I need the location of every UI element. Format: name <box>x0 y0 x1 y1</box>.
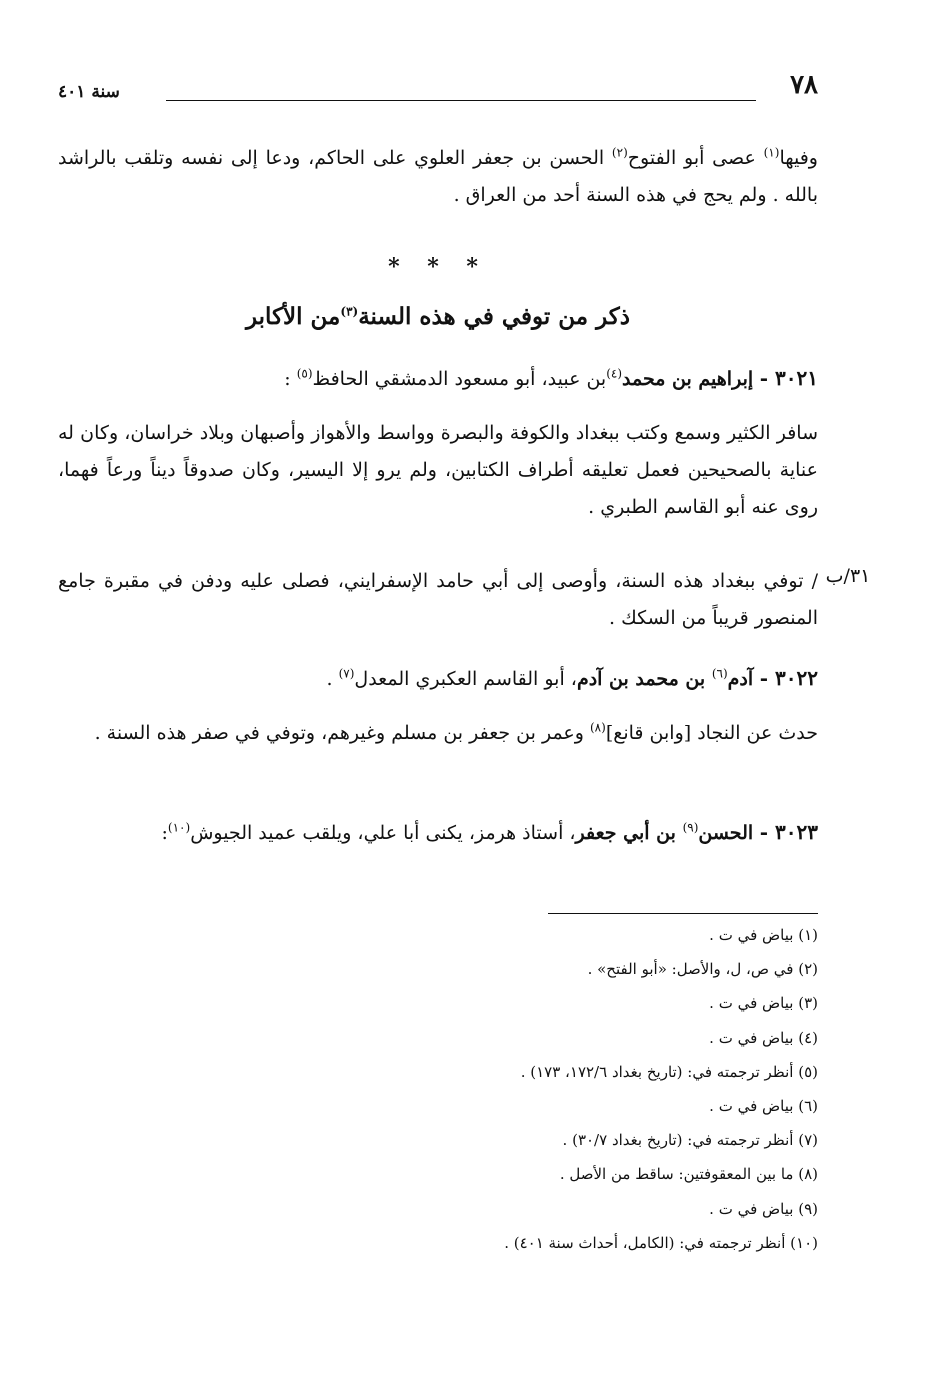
footnote: (١٠) أنظر ترجمته في: (الكامل، أحداث سنة ٤٠١) . <box>504 1233 818 1252</box>
paragraph-biography-3022 <box>58 715 818 752</box>
entry-name: إبراهيم بن محمد <box>622 368 760 390</box>
footnote: (٨) ما بين المعقوفتين: ساقط من الأصل . <box>559 1165 818 1184</box>
footnote: (٦) بياض في ت . <box>709 1097 818 1116</box>
footnote: (٤) بياض في ت . <box>709 1028 818 1047</box>
footnote: (٧) أنظر ترجمته في: (تاريخ بغداد ٣٠/٧) . <box>562 1131 818 1150</box>
text: ، أبو القاسم العكبري المعدل <box>354 668 577 690</box>
entry-heading-3023 <box>58 814 818 852</box>
text: بن عبيد، أبو مسعود الدمشقي الحافظ <box>312 368 607 390</box>
entry-heading-3022 <box>58 660 818 698</box>
text: ، أستاذ هرمز، يكنى أبا علي، ويلقب عميد الجيوش <box>190 822 576 844</box>
text: من الأكابر <box>245 303 341 330</box>
page-number: ٧٨ <box>790 70 818 100</box>
entry-number: ٣٠٢٣ - <box>759 820 818 844</box>
footnote-ref[interactable]: (٦) <box>711 666 728 681</box>
footnote-ref[interactable]: (٤) <box>606 366 623 381</box>
footnotes <box>78 918 818 1260</box>
footnote: (٩) بياض في ت . <box>709 1199 818 1218</box>
entry-number: ٣٠٢٢ - <box>759 666 818 690</box>
footnote-rule <box>548 913 818 914</box>
footnote-ref[interactable]: (٣) <box>340 304 359 319</box>
text: وعمر بن جعفر بن مسلم وغيرهم، وتوفي في صفر هذه السنة . <box>94 722 590 744</box>
page-header <box>58 70 818 110</box>
footnote-ref[interactable]: (٥) <box>296 366 313 381</box>
footnote: (١) بياض في ت . <box>709 926 818 944</box>
paragraph-death-3021: / توفي ببغداد هذه السنة، وأوصى إلى أبي حامد الإسفرايني، فصلى عليه ودفن في مقبرة جامع المنصور قريباً من السكك . <box>58 570 818 629</box>
running-title: سنة ٤٠١ <box>58 82 120 102</box>
footnote: (٢) في ص، ل، والأصل: «أبو الفتح» . <box>587 960 818 979</box>
entry-number: ٣٠٢١ - <box>759 366 818 390</box>
text: : <box>284 368 297 390</box>
text: ذكر من توفي في هذه السنة <box>358 303 631 330</box>
footnote-ref[interactable]: (١) <box>763 145 780 160</box>
entry-name: بن محمد بن آدم <box>576 668 712 690</box>
footnote-ref[interactable]: (٧) <box>338 666 355 681</box>
text: حدث عن النجاد [وابن قانع] <box>605 722 818 744</box>
entry-name: الحسن <box>698 822 760 844</box>
section-title <box>58 303 818 330</box>
footnote-ref[interactable]: (٩) <box>682 820 699 835</box>
entry-name: بن أبي جعفر <box>575 822 683 844</box>
section-separator: * * * <box>388 254 488 280</box>
text: . <box>326 668 339 690</box>
text: عصى أبو الفتوح <box>627 147 764 169</box>
text: : <box>161 822 168 844</box>
paragraph-biography-3021: سافر الكثير وسمع وكتب ببغداد والكوفة والبصرة وواسط والأهواز وأصبهان وبلاد خراسان، وكان له عناية بالصحيحين فعمل تعليقه أطراف الكتابين، ولم يرو إلا اليسير، وكان صدوقاً ديناً ورعاً فهما، روى عنه أبو القاسم الطبري . <box>58 422 818 518</box>
entry-name: آدم <box>727 668 760 690</box>
text: وفيها <box>779 147 818 169</box>
text: الحسن بن جعفر العلوي على الحاكم، ودعا إلى نفسه وتلقب بالراشد بالله . ولم يحج في هذه السنة أحد من العراق . <box>58 147 818 206</box>
footnote: (٥) أنظر ترجمته في: (تاريخ بغداد ١٧٢/٦، ١٧٣) . <box>520 1062 818 1081</box>
footnote: (٣) بياض في ت . <box>709 994 818 1013</box>
entry-heading-3021 <box>58 360 818 398</box>
paragraph-events <box>58 140 818 214</box>
margin-folio-note: ٣١/ب <box>825 565 871 587</box>
footnote-ref[interactable]: (١٠) <box>167 820 191 835</box>
footnote-ref[interactable]: (٨) <box>589 720 606 735</box>
header-rule <box>166 100 756 101</box>
footnote-ref[interactable]: (٢) <box>611 145 628 160</box>
